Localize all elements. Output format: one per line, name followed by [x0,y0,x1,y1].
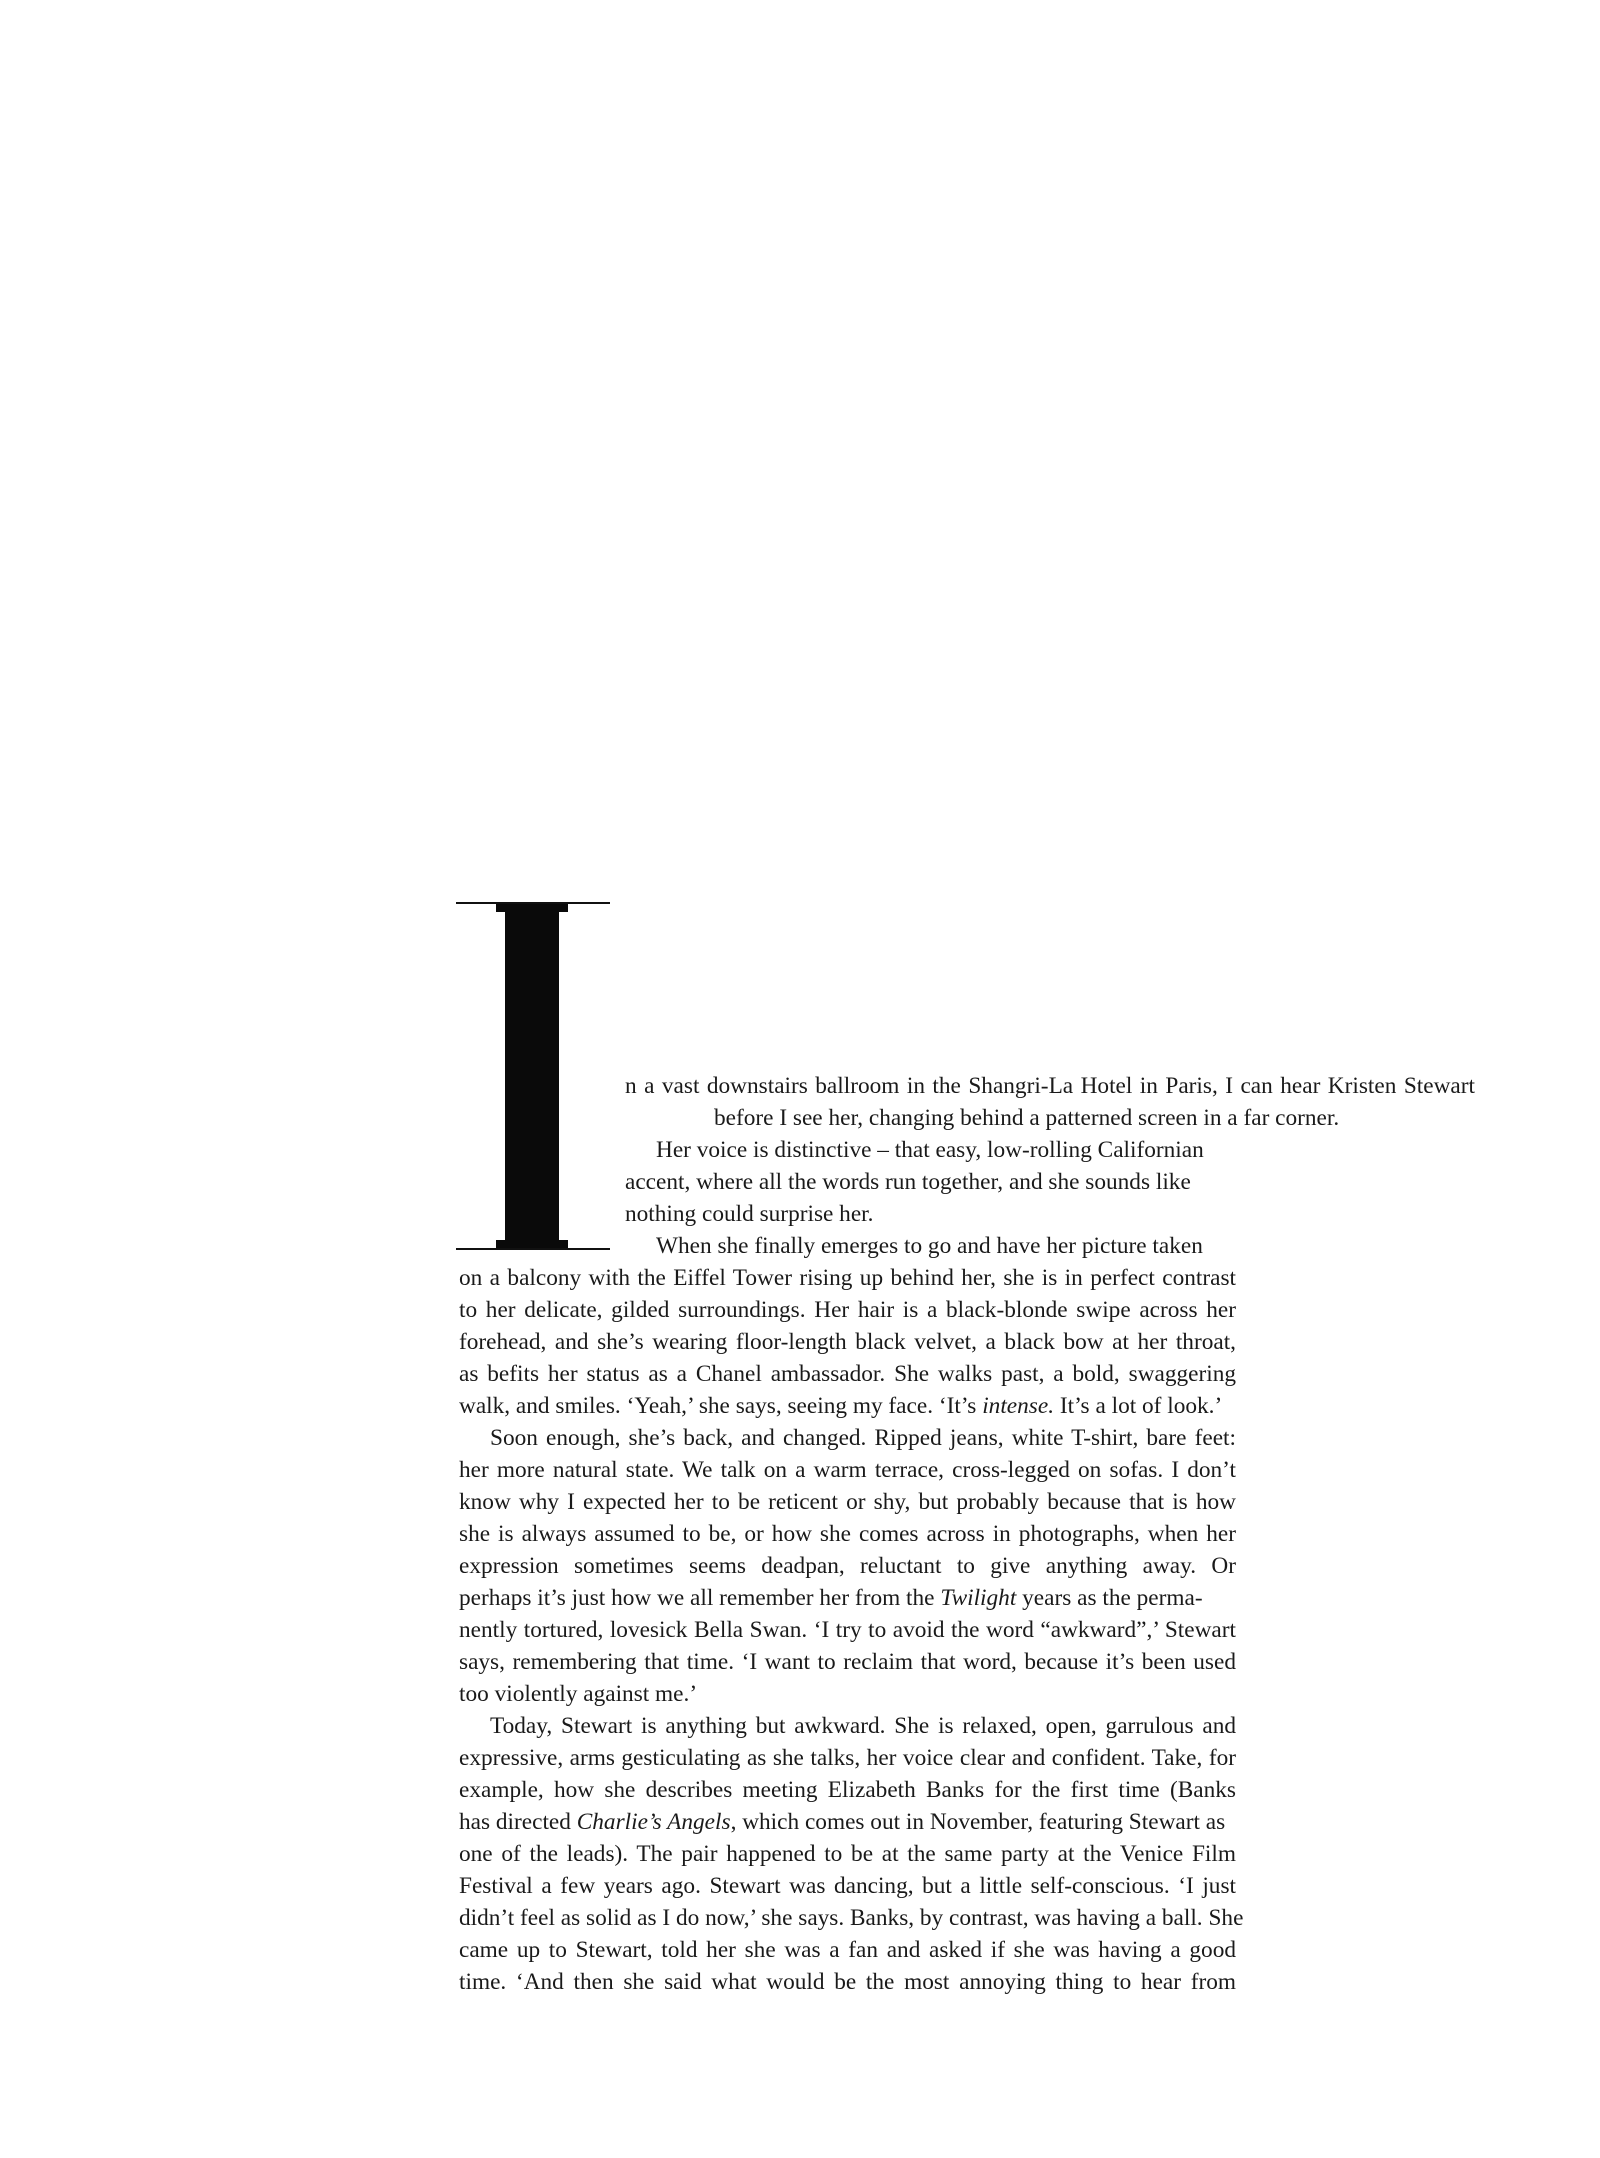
text-line: know why I expected her to be reticent or shy, but probably because that is how [459,1489,1236,1515]
text-line: Festival a few years ago. Stewart was dancing, but a little self-conscious. ‘I just [459,1873,1236,1899]
emphasis: Charlie’s Angels [576,1809,731,1835]
text-run: walk, and smiles. ‘Yeah,’ she says, seeing my face. ‘It’s [459,1393,983,1419]
text-line: too violently against me.’ [459,1681,698,1707]
text-line: her more natural state. We talk on a warm terrace, cross-legged on sofas. I don’t [459,1457,1236,1483]
text-line: came up to Stewart, told her she was a fan and asked if she was having a good [459,1937,1236,1963]
text-line: nothing could surprise her. [625,1201,874,1227]
text-line: Her voice is distinctive – that easy, low-rolling Californian [656,1137,1204,1163]
emphasis: Twilight [940,1585,1017,1611]
text-run: , which comes out in November, featuring Stewart as [730,1809,1226,1835]
text-run: It’s a lot of look.’ [1054,1393,1223,1419]
drop-cap-bottom-rule [456,1248,610,1250]
text-line: accent, where all the words run together, and she sounds like [625,1169,1191,1195]
text-line: example, how she describes meeting Elizabeth Banks for the first time (Banks [459,1777,1236,1803]
text-line: expressive, arms gesticulating as she talks, her voice clear and confident. Take, for [459,1745,1236,1771]
text-line: she is always assumed to be, or how she comes across in photographs, when her [459,1521,1236,1547]
text-line: as befits her status as a Chanel ambassador. She walks past, a bold, swaggering [459,1361,1236,1387]
text-line: expression sometimes seems deadpan, reluctant to give anything away. Or [459,1553,1236,1579]
text-line: n a vast downstairs ballroom in the Shangri-La Hotel in Paris, I can hear Kristen Stewart [625,1073,1475,1099]
text-line: before I see her, changing behind a patterned screen in a far corner. [714,1105,1340,1131]
text-line: Soon enough, she’s back, and changed. Ripped jeans, white T-shirt, bare feet: [490,1425,1236,1451]
text-line: forehead, and she’s wearing floor-length black velvet, a black bow at her throat, [459,1329,1236,1355]
text-line: Today, Stewart is anything but awkward. She is relaxed, open, garrulous and [490,1713,1236,1739]
text-line: didn’t feel as solid as I do now,’ she says. Banks, by contrast, was having a ball. She [459,1905,1244,1931]
text-line [459,1390,1236,1422]
text-line: nently tortured, lovesick Bella Swan. ‘I try to avoid the word “awkward”,’ Stewart [459,1617,1236,1643]
text-line [459,1806,1236,1838]
text-run: has directed [459,1809,577,1835]
drop-cap [456,902,610,1250]
text-line [459,1582,1236,1614]
text-line: to her delicate, gilded surroundings. Her hair is a black-blonde swipe across her [459,1297,1236,1323]
drop-cap-serif-bottom [496,1240,568,1248]
text-line: When she finally emerges to go and have her picture taken [656,1233,1203,1259]
drop-cap-letter [505,908,559,1244]
text-line: says, remembering that time. ‘I want to reclaim that word, because it’s been used [459,1649,1236,1675]
emphasis: intense. [982,1393,1055,1419]
text-run: perhaps it’s just how we all remember her from the [459,1585,941,1611]
text-line: one of the leads). The pair happened to be at the same party at the Venice Film [459,1841,1236,1867]
text-line: on a balcony with the Eiffel Tower rising up behind her, she is in perfect contrast [459,1265,1236,1291]
text-line: time. ‘And then she said what would be the most annoying thing to hear from [459,1969,1236,1995]
text-run: years as the perma- [1016,1585,1203,1611]
